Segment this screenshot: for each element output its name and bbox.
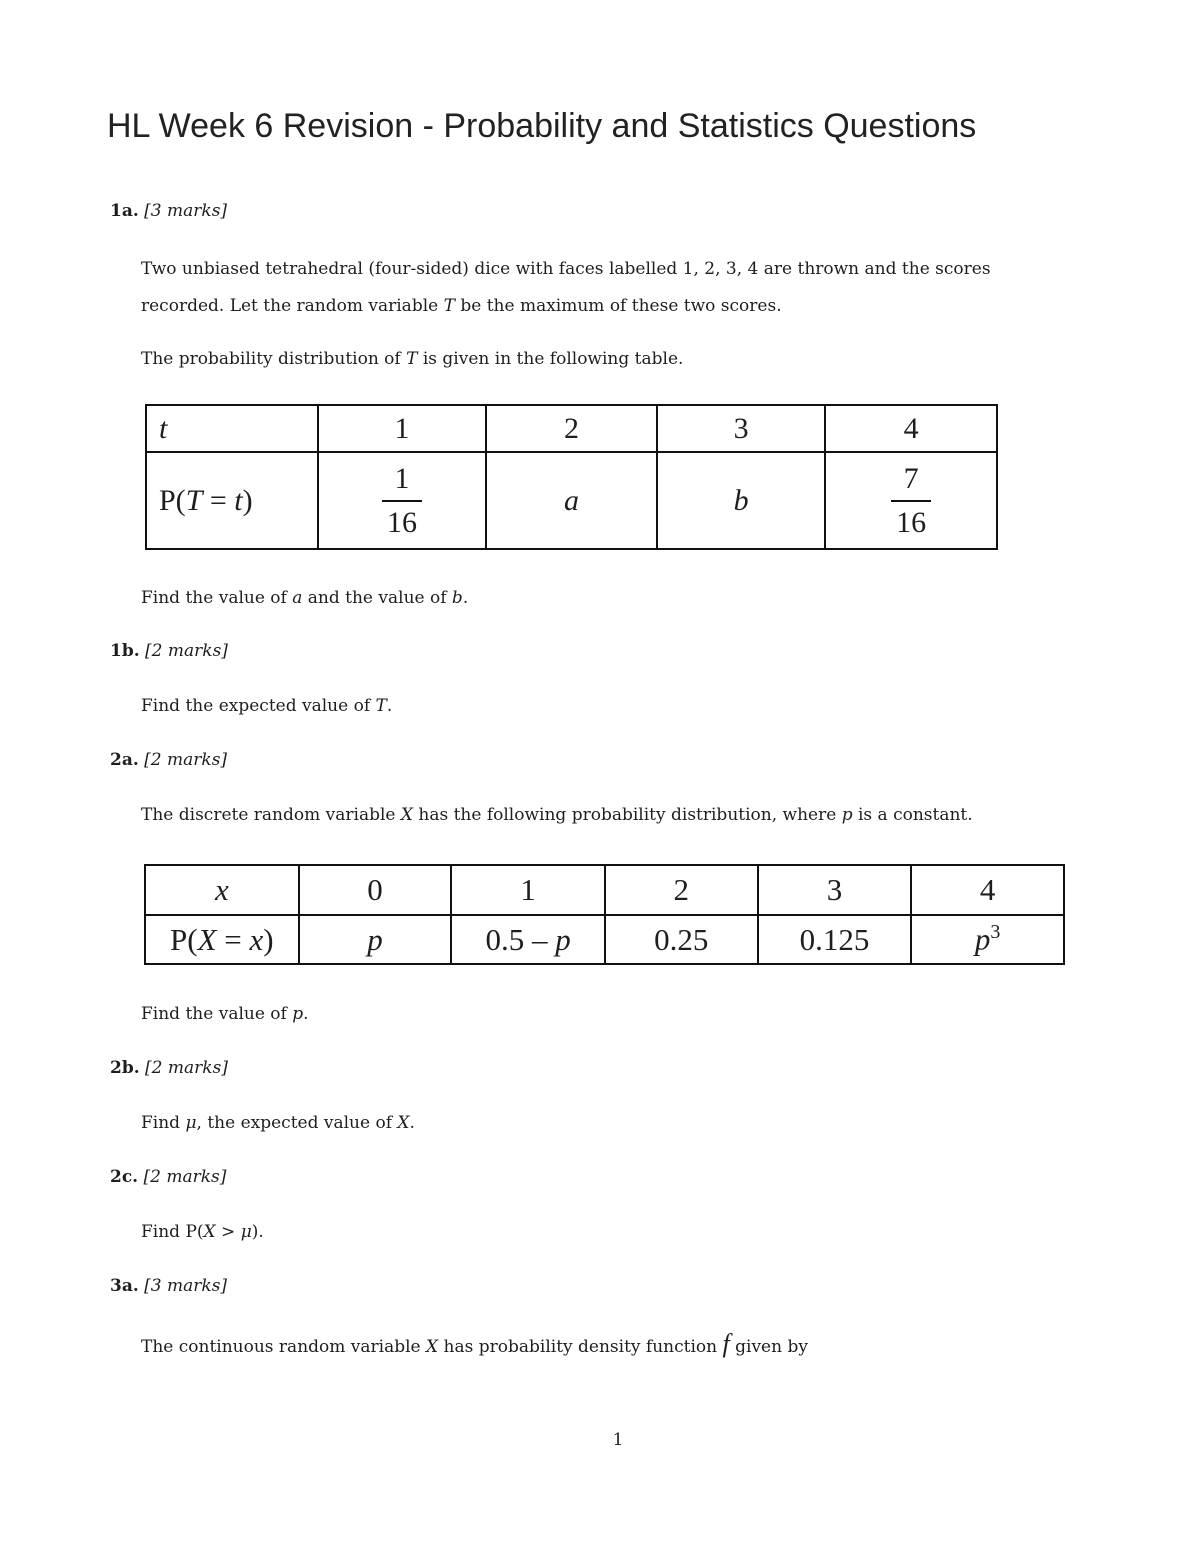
table-cell: 4	[911, 865, 1064, 915]
marks-label: [2 marks]	[145, 1058, 228, 1078]
table-header-t: t	[146, 405, 318, 452]
question-1a-line-3: The probability distribution of T is given in the following table.	[141, 349, 684, 369]
question-1a-header	[110, 199, 227, 223]
distribution-table-X	[144, 864, 1065, 965]
table-cell: 3	[657, 405, 826, 452]
question-1a-line-2: recorded. Let the random variable T be the maximum of these two scores.	[141, 296, 782, 316]
question-number: 1b.	[110, 641, 140, 661]
table-header-probability: P(X = x)	[145, 915, 299, 964]
table-header-x: x	[145, 865, 299, 915]
variable-T: T	[406, 349, 418, 369]
table-cell: 2	[605, 865, 758, 915]
marks-label: [2 marks]	[145, 641, 228, 661]
function-f: f	[722, 1329, 730, 1358]
table-cell: b	[657, 452, 826, 549]
table-cell: 1	[318, 405, 487, 452]
question-number: 3a.	[110, 1276, 139, 1296]
marks-label: [3 marks]	[144, 1276, 228, 1296]
table-cell	[318, 452, 487, 549]
question-2c-header	[110, 1165, 226, 1189]
fraction-bar	[382, 500, 422, 502]
question-2a-find: Find the value of p.	[141, 1004, 309, 1024]
page-title: HL Week 6 Revision - Probability and Statistics Questions	[107, 107, 977, 145]
table-cell: 0	[299, 865, 452, 915]
table-cell: 0.5 – p	[451, 915, 605, 964]
question-3a-header	[110, 1274, 227, 1298]
question-1b-text: Find the expected value of T.	[141, 696, 393, 716]
table-cell: 2	[486, 405, 657, 452]
variable-T: T	[443, 296, 455, 316]
question-2a-text: The discrete random variable X has the following probability distribution, where p is a constant.	[141, 805, 973, 825]
marks-label: [2 marks]	[144, 750, 228, 770]
question-1a-find: Find the value of a and the value of b.	[141, 588, 469, 608]
question-2a-header	[110, 748, 227, 772]
fraction: $\frac{1}{16}$	[382, 464, 422, 538]
table-cell: 1	[451, 865, 605, 915]
marks-label: [2 marks]	[143, 1167, 227, 1187]
table-cell	[825, 452, 997, 549]
table-header-probability: P(T = t)	[146, 452, 318, 549]
question-1a-line-1: Two unbiased tetrahedral (four-sided) dice with faces labelled 1, 2, 3, 4 are thrown and the scores	[141, 259, 991, 279]
table-cell: 0.25	[605, 915, 758, 964]
question-2b-text: Find μ, the expected value of X.	[141, 1113, 415, 1133]
table-cell: 0.125	[758, 915, 912, 964]
table-row-probabilities	[145, 915, 1064, 964]
question-2c-text: Find P(X > μ).	[141, 1222, 264, 1242]
fraction-bar	[891, 500, 931, 502]
question-number: 2a.	[110, 750, 139, 770]
table-cell: a	[486, 452, 657, 549]
table-row-probabilities	[146, 452, 997, 549]
question-2b-header	[110, 1056, 228, 1080]
question-1b-header	[110, 639, 228, 663]
question-number: 1a.	[110, 201, 139, 221]
question-number: 2c.	[110, 1167, 139, 1187]
table-row-t-values	[146, 405, 997, 452]
marks-label: [3 marks]	[144, 201, 228, 221]
table-cell: 4	[825, 405, 997, 452]
table-cell: 3	[758, 865, 912, 915]
distribution-table-T	[145, 404, 998, 550]
fraction: $\frac{7}{16}$	[891, 464, 931, 538]
table-cell: p	[299, 915, 452, 964]
page-number: 1	[612, 1430, 624, 1450]
table-cell: $p^3$	[911, 915, 1064, 964]
question-3a-text: The continuous random variable X has probability density function f given by	[141, 1329, 808, 1358]
table-row-x-values	[145, 865, 1064, 915]
question-number: 2b.	[110, 1058, 140, 1078]
